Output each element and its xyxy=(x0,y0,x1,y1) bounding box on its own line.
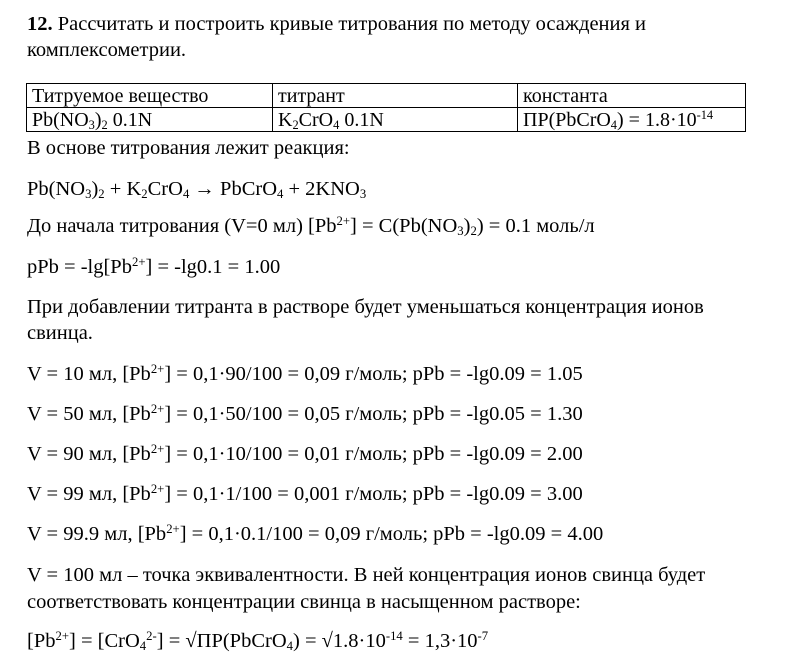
solubility-formula: $[Pb^{2+}] = [CrO_4^{2-}]$ = √ПР(PbCrO$_4$) = $√1.8\cdot 10^{-14} = 1,3\cdot 10^{-7}$ xyxy=(27,629,489,654)
calc-v10: V = 10 мл, $[Pb^{2+}] = 0,1\cdot 90/100 = 0,09$ г/моль; pPb = -lg0.09 = 1.05 xyxy=(27,362,583,385)
table-cell: $Pb(NO_3)_2$ 0.1N xyxy=(27,108,273,132)
calc-v90: V = 90 мл, $[Pb^{2+}] = 0,1\cdot 10/100 = 0,01$ г/моль; pPb = -lg0.09 = 2.00 xyxy=(27,442,583,465)
adding-text-line1: При добавлении титранта в растворе будет уменьшаться концентрация ионов xyxy=(27,296,704,318)
conditions-table xyxy=(26,83,746,132)
adding-text-line2: свинца. xyxy=(27,322,93,344)
initial-ppb: pPb = $-\lg[Pb^{2+}] = -\lg 0.1 = 1.00$ xyxy=(27,255,281,278)
task-heading-line1 xyxy=(27,11,646,37)
calc-v999: V = 99.9 мл, $[Pb^{2+}] = 0,1\cdot 0.1/100 = 0,09$ г/моль; pPb = -lg0.09 = 4.00 xyxy=(27,522,604,545)
table-header-cell: Титруемое вещество xyxy=(27,84,273,108)
table-header-cell: константа xyxy=(518,84,746,108)
calc-v50: V = 50 мл, $[Pb^{2+}] = 0,1\cdot 50/100 = 0,05$ г/моль; pPb = -lg0.05 = 1.30 xyxy=(27,402,583,425)
table-header-row xyxy=(27,84,746,108)
task-heading-line2: комплексометрии. xyxy=(27,39,187,61)
table-row xyxy=(27,108,746,132)
equivalence-text-line1: V = 100 мл – точка эквивалентности. В ней концентрация ионов свинца будет xyxy=(27,564,706,586)
task-title: Рассчитать и построить кривые титрования по методу осаждения и xyxy=(57,13,647,35)
reaction-equation: $Pb(NO_3)_2 + K_2CrO_4$ → PbCrO$_4$ + $2KNO_3$ xyxy=(27,178,367,202)
calc-v99: V = 99 мл, $[Pb^{2+}] = 0,1\cdot 1/100 = 0,001$ г/моль; pPb = -lg0.09 = 3.00 xyxy=(27,482,583,505)
basis-text: В основе титрования лежит реакция: xyxy=(27,137,350,159)
task-number: 12. xyxy=(27,13,53,35)
initial-concentration: До начала титрования (V=0 мл) $[Pb^{2+}] = C(Pb(NO_3)_2) = 0.1$ моль/л xyxy=(27,214,595,239)
table-cell: ПР(PbCrO$_4$) = $1.8\cdot 10^{-14}$ xyxy=(518,108,746,132)
table-cell: $K_2CrO_4$ 0.1N xyxy=(273,108,518,132)
equivalence-text-line2: соответствовать концентрации свинца в насыщенном растворе: xyxy=(27,591,581,613)
table-header-cell: титрант xyxy=(273,84,518,108)
